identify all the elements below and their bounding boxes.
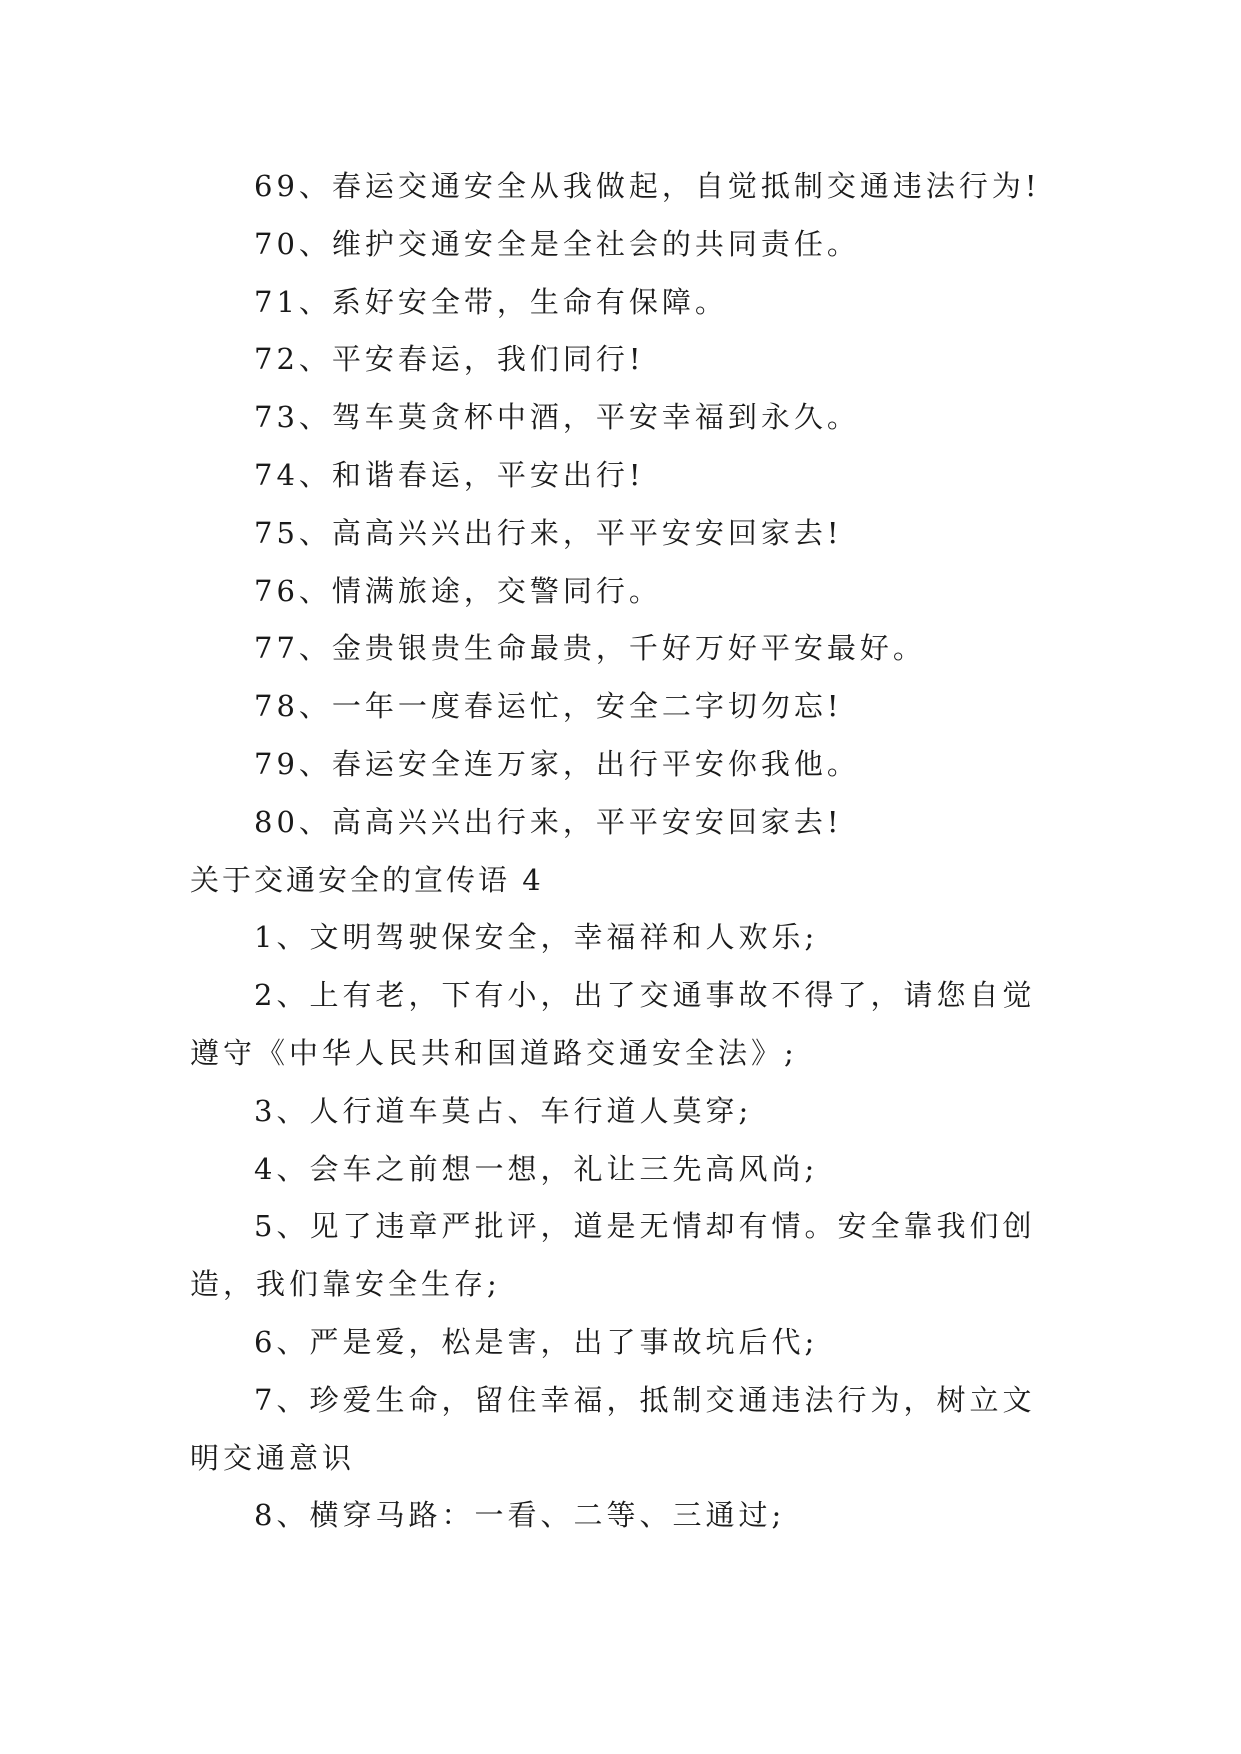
- slogan-line: 80、高高兴兴出行来，平平安安回家去!: [254, 804, 843, 839]
- slogan-continuation: 遵守《中华人民共和国道路交通安全法》;: [190, 1035, 798, 1070]
- slogan-line: 69、春运交通安全从我做起，自觉抵制交通违法行为!: [254, 169, 1041, 203]
- slogan-line: 8、横穿马路：一看、二等、三通过;: [254, 1498, 786, 1533]
- section-heading: 关于交通安全的宣传语 4: [190, 862, 544, 897]
- slogan-line: 71、系好安全带，生命有保障。: [254, 284, 728, 319]
- slogan-line: 70、维护交通安全是全社会的共同责任。: [254, 226, 860, 261]
- document-body: [190, 158, 1060, 1545]
- slogan-line: 73、驾车莫贪杯中酒，平安幸福到永久。: [254, 400, 860, 435]
- slogan-line: 79、春运安全连万家，出行平安你我他。: [254, 746, 860, 781]
- slogan-continuation: 明交通意识: [190, 1440, 356, 1475]
- slogan-line: 5、见了违章严批评，道是无情却有情。安全靠我们创: [254, 1209, 1036, 1244]
- slogan-line: 75、高高兴兴出行来，平平安安回家去!: [254, 515, 843, 550]
- slogan-line: 2、上有老，下有小，出了交通事故不得了，请您自觉: [254, 978, 1036, 1013]
- slogan-line: 76、情满旅途，交警同行。: [254, 573, 662, 608]
- slogan-line: 6、严是爱，松是害，出了事故坑后代;: [254, 1324, 819, 1359]
- slogan-continuation: 造，我们靠安全生存;: [190, 1267, 501, 1302]
- slogan-line: 3、人行道车莫占、车行道人莫穿;: [254, 1093, 753, 1128]
- slogan-line: 77、金贵银贵生命最贵，千好万好平安最好。: [254, 631, 926, 666]
- slogan-line: 74、和谐春运，平安出行!: [254, 457, 645, 492]
- slogan-line: 4、会车之前想一想，礼让三先高风尚;: [254, 1151, 819, 1186]
- slogan-line: 7、珍爱生命，留住幸福，抵制交通违法行为，树立文: [254, 1382, 1036, 1417]
- slogan-line: 78、一年一度春运忙，安全二字切勿忘!: [254, 689, 843, 724]
- slogan-line: 72、平安春运，我们同行!: [254, 342, 645, 377]
- slogan-line: 1、文明驾驶保安全，幸福祥和人欢乐;: [254, 920, 819, 955]
